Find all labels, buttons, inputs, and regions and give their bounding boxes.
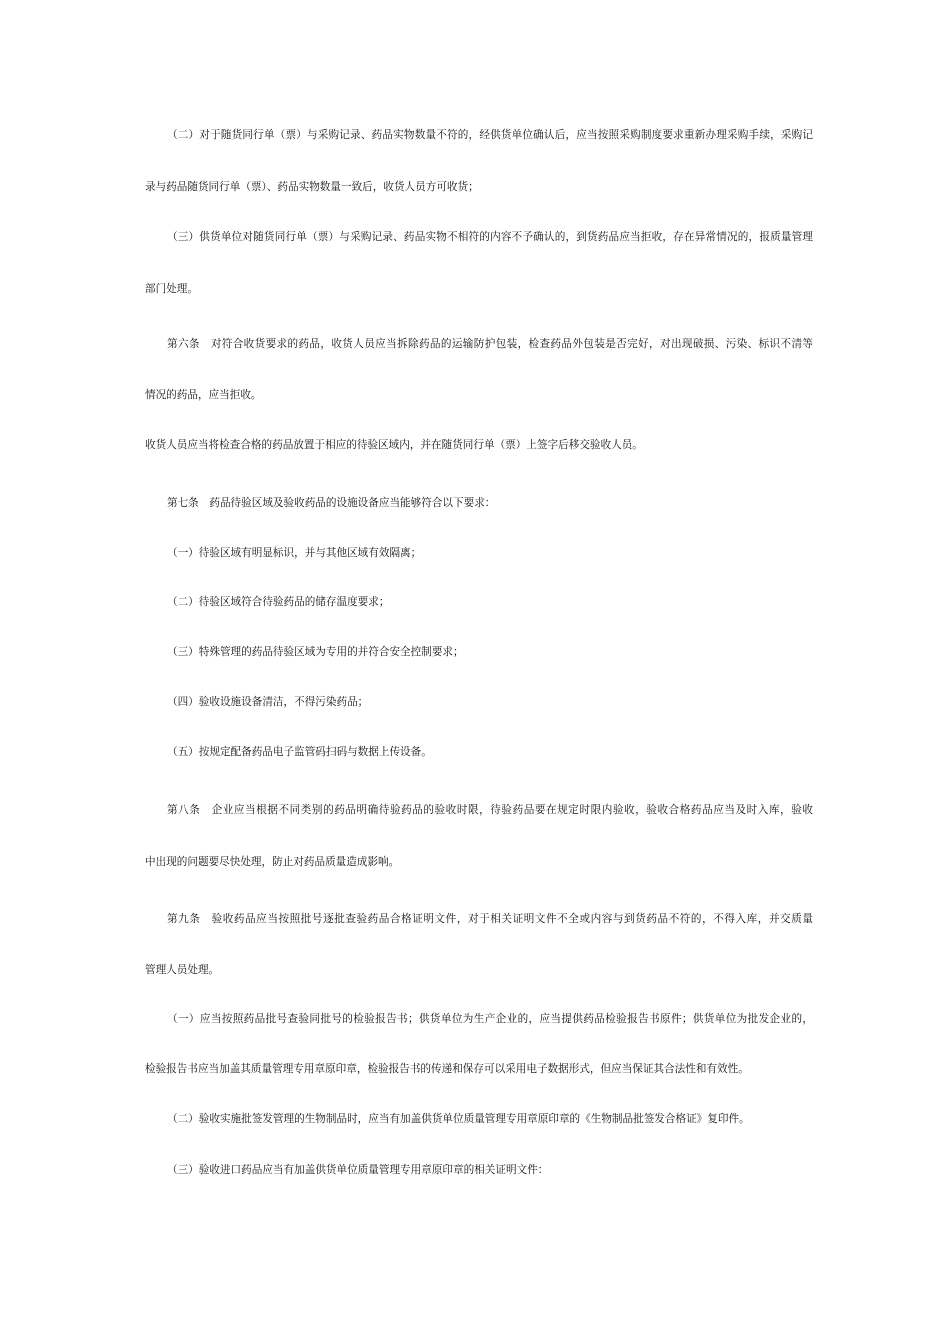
list-item: （三）验收进口药品应当有加盖供货单位质量管理专用章原印章的相关证明文件： [167, 1164, 549, 1176]
list-item: （一）待验区域有明显标识，并与其他区域有效隔离； [167, 547, 422, 559]
list-item: （三）特殊管理的药品待验区域为专用的并符合安全控制要求； [167, 646, 464, 658]
paragraph-line: 部门处理。 [145, 283, 198, 295]
list-item: （一）应当按照药品批号查验同批号的检验报告书；供货单位为生产企业的，应当提供药品检验报告书原件；供货单位为批发企业的， [167, 1013, 813, 1025]
article-6-line: 第六条 对符合收货要求的药品，收货人员应当拆除药品的运输防护包装，检查药品外包装是否完好，对出现破损、污染、标识不清等 [167, 338, 813, 350]
article-8-line: 第八条 企业应当根据不同类别的药品明确待验药品的验收时限，待验药品要在规定时限内验收，验收合格药品应当及时入库，验收 [167, 804, 813, 816]
list-item: （二）待验区域符合待验药品的储存温度要求； [167, 596, 390, 608]
paragraph-line: 录与药品随货同行单（票）、药品实物数量一致后，收货人员方可收货； [145, 181, 479, 193]
paragraph-line: 情况的药品，应当拒收。 [145, 389, 262, 401]
article-9-line: 第九条 验收药品应当按照批号逐批查验药品合格证明文件，对于相关证明文件不全或内容与到货药品不符的，不得入库，并交质量 [167, 913, 813, 925]
list-item: （四）验收设施设备清洁，不得污染药品； [167, 696, 369, 708]
paragraph-line: 管理人员处理。 [145, 964, 220, 976]
list-item: （五）按规定配备药品电子监管码扫码与数据上传设备。 [167, 746, 432, 758]
list-item: （二）验收实施批签发管理的生物制品时，应当有加盖供货单位质量管理专用章原印章的《生物制品批签发合格证》复印件。 [167, 1113, 750, 1125]
article-7-line: 第七条 药品待验区域及验收药品的设施设备应当能够符合以下要求： [167, 497, 496, 509]
paragraph-line: 检验报告书应当加盖其质量管理专用章原印章，检验报告书的传递和保存可以采用电子数据形式，但应当保证其合法性和有效性。 [145, 1063, 749, 1075]
paragraph-line: （二）对于随货同行单（票）与采购记录、药品实物数量不符的，经供货单位确认后，应当按照采购制度要求重新办理采购手续，采购记 [167, 129, 813, 141]
paragraph-line: （三）供货单位对随货同行单（票）与采购记录、药品实物不相符的内容不予确认的，到货药品应当拒收，存在异常情况的，报质量管理 [167, 231, 813, 243]
paragraph-line: 收货人员应当将检查合格的药品放置于相应的待验区域内，并在随货同行单（票）上签字后移交验收人员。 [145, 439, 643, 451]
paragraph-line: 中出现的问题要尽快处理，防止对药品质量造成影响。 [145, 856, 400, 868]
